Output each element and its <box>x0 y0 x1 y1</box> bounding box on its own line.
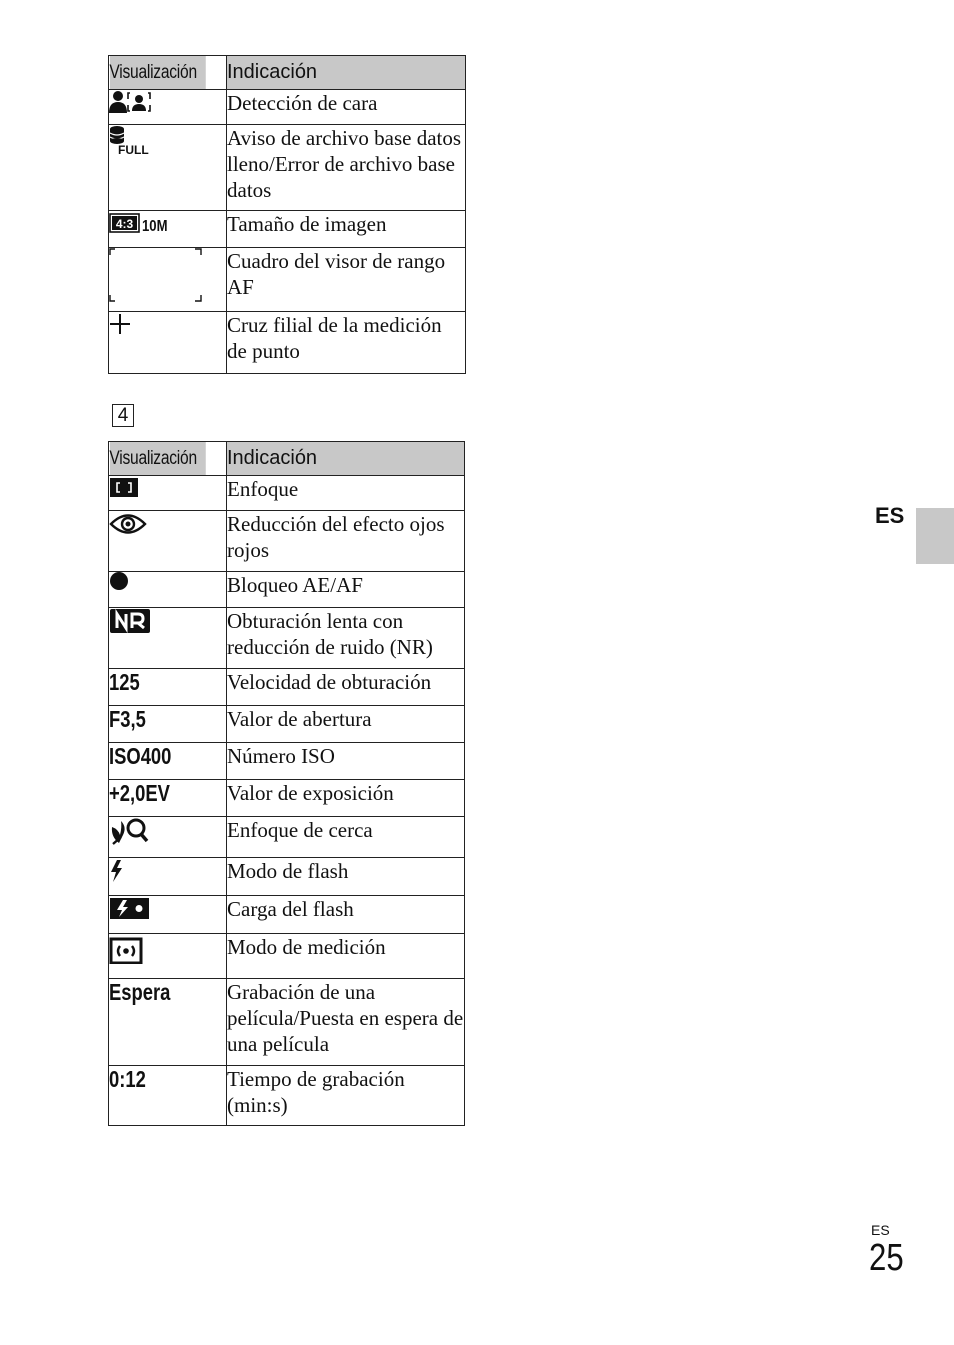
table-cell-icon <box>109 934 227 979</box>
table-cell-icon <box>109 90 227 125</box>
standby-value: Espera <box>109 979 171 1005</box>
table-cell-indication: Aviso de archivo base datos lleno/Error de archivo base datos <box>227 125 466 211</box>
table-cell-indication: Enfoque de cerca <box>227 817 465 858</box>
face-detection-icon <box>109 90 151 114</box>
focus-icon <box>109 476 139 498</box>
table-cell-display <box>109 979 227 1066</box>
table-cell-icon <box>109 896 227 934</box>
spot-metering-cross-icon <box>109 312 133 336</box>
table-cell-indication: Número ISO <box>227 743 465 780</box>
header-indication: Indicación <box>227 56 466 90</box>
table-cell-indication: Detección de cara <box>227 90 466 125</box>
flash-charge-icon <box>109 896 151 920</box>
table-cell-icon <box>109 572 227 608</box>
nr-icon <box>109 608 151 634</box>
table-cell-icon <box>109 476 227 511</box>
table-cell-indication: Bloqueo AE/AF <box>227 572 465 608</box>
exposure-value: +2,0EV <box>109 780 170 806</box>
table-cell-indication: Valor de abertura <box>227 706 465 743</box>
ae-af-lock-dot-icon <box>109 572 131 594</box>
svg-text:10M: 10M <box>142 217 168 235</box>
display-indicator-table-2 <box>108 441 465 1126</box>
language-tab-marker <box>916 508 954 564</box>
table-cell-icon <box>109 858 227 896</box>
table-cell-indication: Tiempo de grabación (min:s) <box>227 1066 465 1126</box>
metering-mode-icon <box>109 934 143 964</box>
language-tab-label: ES <box>875 503 905 528</box>
footer-language: ES <box>871 1222 890 1238</box>
header-visualization: Visualización <box>109 442 206 476</box>
table-cell-display <box>109 706 227 743</box>
table-cell-indication: Enfoque <box>227 476 465 511</box>
recording-time-value: 0:12 <box>109 1066 146 1092</box>
table-cell-indication: Modo de flash <box>227 858 465 896</box>
table-cell-display <box>109 1066 227 1126</box>
shutter-speed-value: 125 <box>109 669 140 695</box>
flash-mode-icon <box>109 858 125 884</box>
table-cell-indication: Carga del flash <box>227 896 465 934</box>
table-cell-display <box>109 780 227 817</box>
table-cell-icon <box>109 608 227 669</box>
macro-close-focus-icon <box>109 817 149 845</box>
table-cell-icon <box>109 817 227 858</box>
table-cell-indication: Tamaño de imagen <box>227 211 466 248</box>
table-cell-icon <box>109 248 227 312</box>
svg-text:4:3: 4:3 <box>115 217 134 231</box>
header-indication: Indicación <box>227 442 465 476</box>
aperture-value: F3,5 <box>109 706 146 732</box>
database-full-icon <box>109 125 155 155</box>
image-size-icon <box>109 211 173 235</box>
page-number: 25 <box>869 1237 904 1279</box>
table-cell-icon <box>109 312 227 374</box>
section-marker: 4 <box>112 404 134 427</box>
table-cell-indication: Cuadro del visor de rango AF <box>227 248 466 312</box>
iso-value: ISO400 <box>109 743 172 769</box>
table-cell-indication: Cruz filial de la medición de punto <box>227 312 466 374</box>
table-cell-display <box>109 669 227 706</box>
svg-text:FULL: FULL <box>118 143 149 155</box>
display-indicator-table-1 <box>108 55 466 374</box>
table-cell-indication: Grabación de una película/Puesta en espera de una película <box>227 979 465 1066</box>
table-cell-indication: Velocidad de obturación <box>227 669 465 706</box>
header-visualization: Visualización <box>109 56 206 90</box>
table-cell-indication: Valor de exposición <box>227 780 465 817</box>
af-range-frame-icon <box>109 248 205 302</box>
table-cell-icon <box>109 125 227 211</box>
table-cell-icon <box>109 211 227 248</box>
table-cell-display <box>109 743 227 780</box>
table-cell-indication: Reducción del efecto ojos rojos <box>227 511 465 572</box>
table-cell-indication: Obturación lenta con reducción de ruido (NR) <box>227 608 465 669</box>
table-cell-indication: Modo de medición <box>227 934 465 979</box>
table-cell-icon <box>109 511 227 572</box>
red-eye-icon <box>109 511 147 537</box>
